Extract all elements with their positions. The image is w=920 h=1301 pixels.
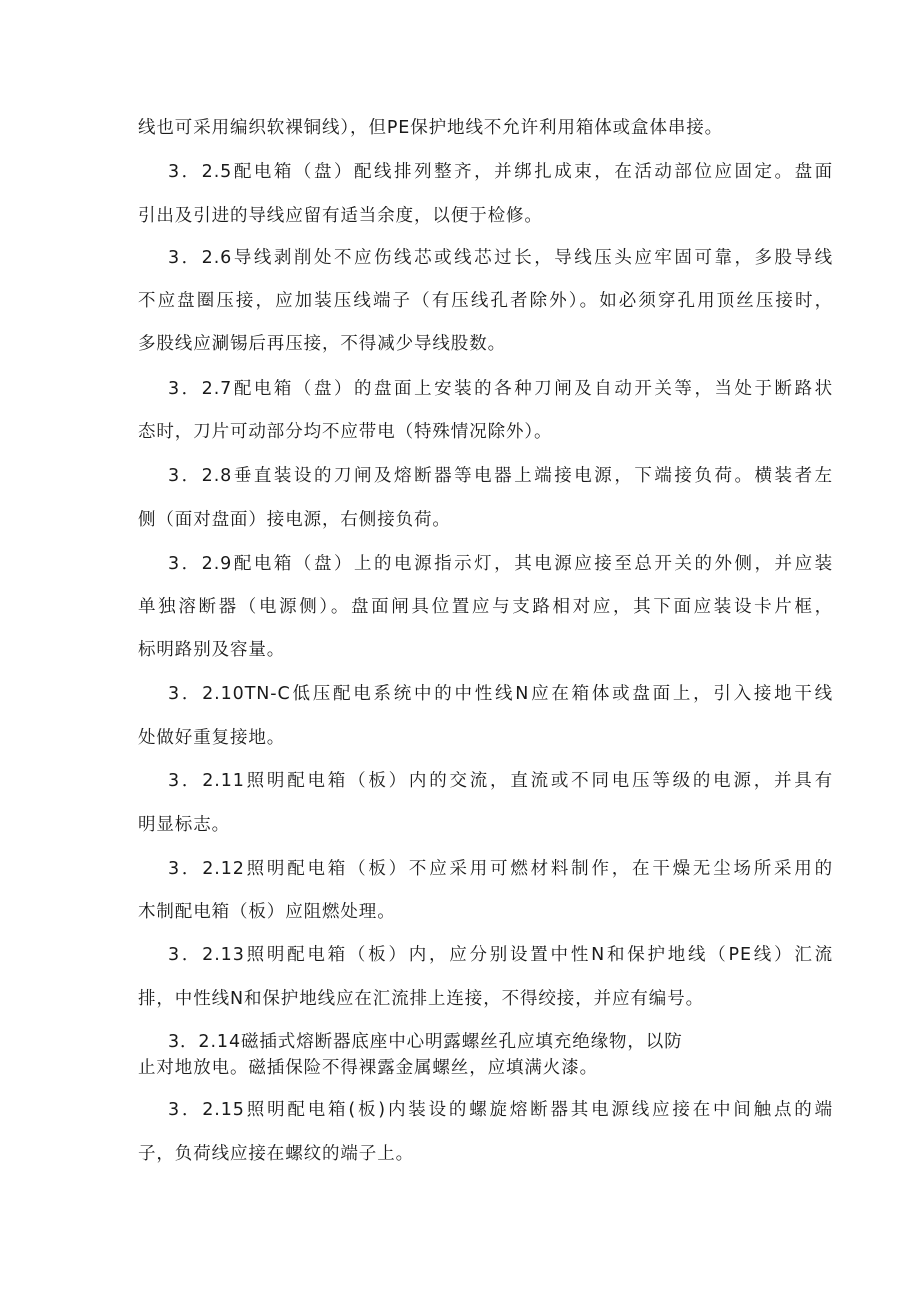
clause-3-2-7-line-1: 3．2.7配电箱（盘）的盘面上安装的各种刀闸及自动开关等，当处于断路状 [168, 379, 833, 399]
clause-3-2-12-line-1: 3．2.12照明配电箱（板）不应采用可燃材料制作，在干燥无尘场所采用的 [168, 859, 833, 879]
clause-3-2-10-line-2: 处做好重复接地。 [138, 728, 286, 748]
clause-3-2-7-line-2: 态时，刀片可动部分均不应带电（特殊情况除外）。 [138, 422, 553, 442]
text-line-1: 线也可采用编织软裸铜线），但PE保护地线不允许利用箱体或盒体串接。 [138, 118, 724, 138]
clause-3-2-5-line-2: 引出及引进的导线应留有适当余度，以便于检修。 [138, 206, 543, 226]
clause-3-2-13-line-2: 排，中性线N和保护地线应在汇流排上连接，不得绞接，并应有编号。 [138, 989, 704, 1009]
clause-3-2-6-line-3: 多股线应涮锡后再压接，不得减少导线股数。 [138, 334, 506, 354]
clause-3-2-15-line-2: 子，负荷线应接在螺纹的端子上。 [138, 1144, 414, 1164]
clause-3-2-14-line-2: 止对地放电。磁插保险不得裸露金属螺丝，应填满火漆。 [138, 1058, 598, 1078]
clause-3-2-10-line-1: 3．2.10TN-C低压配电系统中的中性线N应在箱体或盘面上，引入接地干线 [168, 684, 833, 704]
clause-3-2-14-line-1: 3．2.14磁插式熔断器底座中心明露螺丝孔应填充绝缘物，以防 [168, 1032, 683, 1052]
clause-3-2-8-line-1: 3．2.8垂直装设的刀闸及熔断器等电器上端接电源，下端接负荷。横装者左 [168, 466, 833, 486]
clause-3-2-6-line-1: 3．2.6导线剥削处不应伤线芯或线芯过长，导线压头应牢固可靠，多股导线 [168, 248, 833, 268]
clause-3-2-13-line-1: 3．2.13照明配电箱（板）内，应分别设置中性N和保护地线（PE线）汇流 [168, 945, 833, 965]
clause-3-2-12-line-2: 木制配电箱（板）应阻燃处理。 [138, 902, 396, 922]
clause-3-2-11-line-1: 3．2.11照明配电箱（板）内的交流，直流或不同电压等级的电源，并具有 [168, 771, 833, 791]
clause-3-2-5-line-1: 3．2.5配电箱（盘）配线排列整齐，并绑扎成束，在活动部位应固定。盘面 [168, 162, 833, 182]
clause-3-2-8-line-2: 侧（面对盘面）接电源，右侧接负荷。 [138, 510, 451, 530]
clause-3-2-9-line-3: 标明路别及容量。 [138, 640, 286, 660]
clause-3-2-9-line-2: 单独溶断器（电源侧）。盘面闸具位置应与支路相对应，其下面应装设卡片框， [138, 597, 833, 617]
clause-3-2-15-line-1: 3．2.15照明配电箱(板)内装设的螺旋熔断器其电源线应接在中间触点的端 [168, 1100, 833, 1120]
clause-3-2-6-line-2: 不应盘圈压接，应加装压线端子（有压线孔者除外）。如必须穿孔用顶丝压接时， [138, 291, 833, 311]
clause-3-2-9-line-1: 3．2.9配电箱（盘）上的电源指示灯，其电源应接至总开关的外侧，并应装 [168, 554, 833, 574]
clause-3-2-11-line-2: 明显标志。 [138, 815, 230, 835]
